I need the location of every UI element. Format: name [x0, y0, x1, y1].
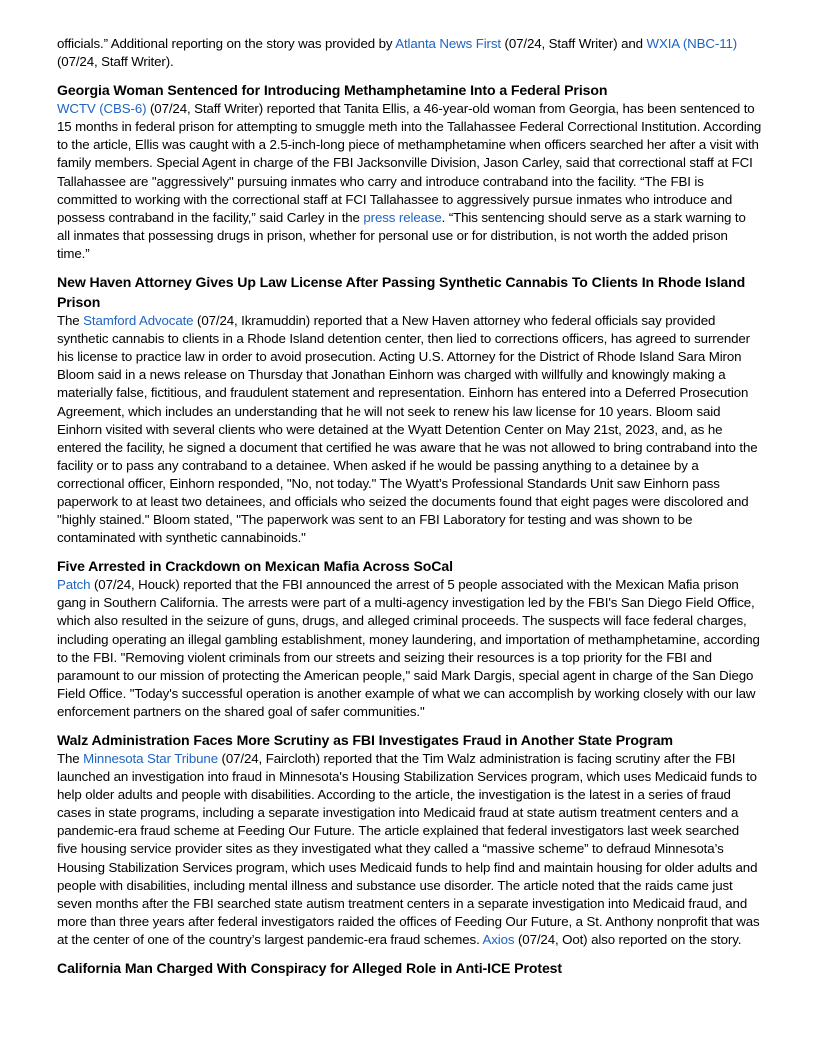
article-mexican-mafia	[57, 556, 762, 721]
article-text: (07/24, Staff Writer) reported that Tanita Ellis, a 46-year-old woman from Georgia, has been sentenced to 15 months in federal prison for attempting to smuggle meth into the Tallahassee Federal Correctional Institution. According to the article, Ellis was caught with a 2.5-inch-long piece of methamphetamine when officers searched her after a visit with family members. Special Agent in charge of the FBI Jacksonville Division, Jason Carley, said that correctional staff at FCI Tallahassee are "aggressively" pursuing inmates who carry and introduce contraband into the facility. “The FBI is committed to working with the correctional staff at FCI Tallahassee to aggressively pursue inmates who introduce and possess contraband in the facility,” said Carley in the	[57, 101, 762, 225]
axios-link[interactable]: Axios	[482, 931, 515, 947]
article-text: The	[57, 751, 84, 766]
article-georgia-meth	[57, 80, 762, 263]
intro-paragraph	[57, 35, 762, 71]
article-text: (07/24, Ikramuddin) reported that a New Haven attorney who federal officials say provided synthetic cannabis to clients in a Rhode Island detention center, then lied to corrections officers, has agreed to surrender his license to practice law in order to avoid prosecution. Acting U.S. Attorney for the District of Rhode Island Sara Miron Bloom said in a news release on Thursday that Jonathan Einhorn was charged with willfully and knowingly making a materially false, fictitious, and fraudulent statement and representation. Einhorn has entered into a Deferred Prosecution Agreement, which includes an understanding that he will not seek to renew his law license for 10 years. Bloom said Einhorn visited with several clients who were detained at the Wyatt Detention Center on May 21st, 2023, and, as he entered the facility, he signed a document that certified he was aware that he was not allowed to bring contraband into the facility or to pass any contraband to a detainee. When asked if he would be passing anything to a detainee by a correctional officer, Einhorn responded, "No, not today." The Wyatt’s Professional Standards Unit saw Einhorn pass paperwork to at least two detainees, and officials who seized the documents found that eight pages were discolored and "highly stained." Bloom stated, "The paperwork was sent to an FBI Laboratory for testing and was shown to be contaminated with synthetic cannabinoids."	[57, 313, 758, 546]
article-body	[57, 576, 762, 721]
article-text: (07/24, Faircloth) reported that the Tim Walz administration is facing scrutiny after the FBI launched an investigation into fraud in Minnesota's Housing Stabilization Services program, which uses Medicaid funds to help older adults and people with disabilities. According to the article, the investigation is the latest in a series of fraud cases in state programs, including a separate investigation into Medicaid fraud at state autism treatment centers and a pandemic-era fraud scheme at Feeding Our Future. The article explained that federal investigators last week searched five housing service provider sites as they investigated what they called a “massive scheme” to defraud Minnesota’s Housing Stabilization Services program, which uses Medicaid funds to help find and maintain housing for older adults and people with disabilities, including mental illness and substance use disorder. The article noted that the raids came just seven months after the FBI searched state autism treatment centers in a separate investigation into Medicaid fraud, and more than three years after federal investigators raided the offices of Feeding Our Future, a St. Anthony nonprofit that was at the center of one of the country’s largest pandemic-era fraud schemes.	[57, 751, 760, 947]
intro-text: (07/24, Staff Writer).	[57, 54, 174, 70]
article-body	[57, 312, 762, 547]
article-headline: Five Arrested in Crackdown on Mexican Mafia Across SoCal	[57, 558, 453, 575]
article-text: . “This sentencing should serve as a stark warning to all inmates that possessing drugs in prison, whether for personal use or for distribution, is not worth the added prison time.”	[57, 209, 746, 261]
article-headline: Walz Administration Faces More Scrutiny as FBI Investigates Fraud in Another State Program	[57, 732, 673, 748]
stamford-advocate-link[interactable]: Stamford Advocate	[83, 313, 194, 329]
wxia-link[interactable]: WXIA (NBC-11)	[646, 36, 738, 51]
atlanta-news-first-link[interactable]: Atlanta News First	[395, 36, 501, 51]
article-headline: Georgia Woman Sentenced for Introducing Methamphetamine Into a Federal Prison	[57, 82, 608, 99]
article-body	[57, 750, 762, 949]
article-text: (07/24, Oot) also reported on the story.	[514, 931, 742, 947]
news-digest	[57, 35, 762, 978]
article-new-haven-attorney	[57, 272, 762, 547]
press-release-link[interactable]: press release	[363, 209, 442, 225]
article-headline: New Haven Attorney Gives Up Law License After Passing Synthetic Cannabis To Clients In Rhode Island Prison	[57, 274, 746, 311]
article-text: The	[57, 313, 84, 329]
final-article-headline: California Man Charged With Conspiracy for Alleged Role in Anti-ICE Protest	[57, 960, 563, 977]
article-walz-fraud	[57, 730, 762, 949]
minnesota-star-tribune-link[interactable]: Minnesota Star Tribune	[83, 751, 218, 766]
intro-text: officials.” Additional reporting on the story was provided by	[57, 36, 396, 51]
intro-text: (07/24, Staff Writer) and	[500, 36, 647, 51]
wctv-link[interactable]: WCTV (CBS-6)	[57, 101, 147, 117]
patch-link[interactable]: Patch	[57, 577, 91, 593]
article-body	[57, 100, 762, 263]
article-text: (07/24, Houck) reported that the FBI announced the arrest of 5 people associated with the Mexican Mafia prison gang in Southern California. The arrests were part of a multi-agency investigation led by the FBI's San Diego Field Office, which also resulted in the seizure of guns, drugs, and alleged criminal proceeds. The suspects will face federal charges, including operating an illegal gambling establishment, money laundering, and importation of methamphetamine, according to the FBI. "Removing violent criminals from our streets and seizing their resources is a top priority for the FBI and paramount to our mission of protecting the American people," said Mark Dargis, special agent in charge of the San Diego Field Office. "Today's successful operation is another example of what we can accomplish by working closely with our law enforcement partners on the shared goal of safer communities."	[57, 577, 760, 719]
